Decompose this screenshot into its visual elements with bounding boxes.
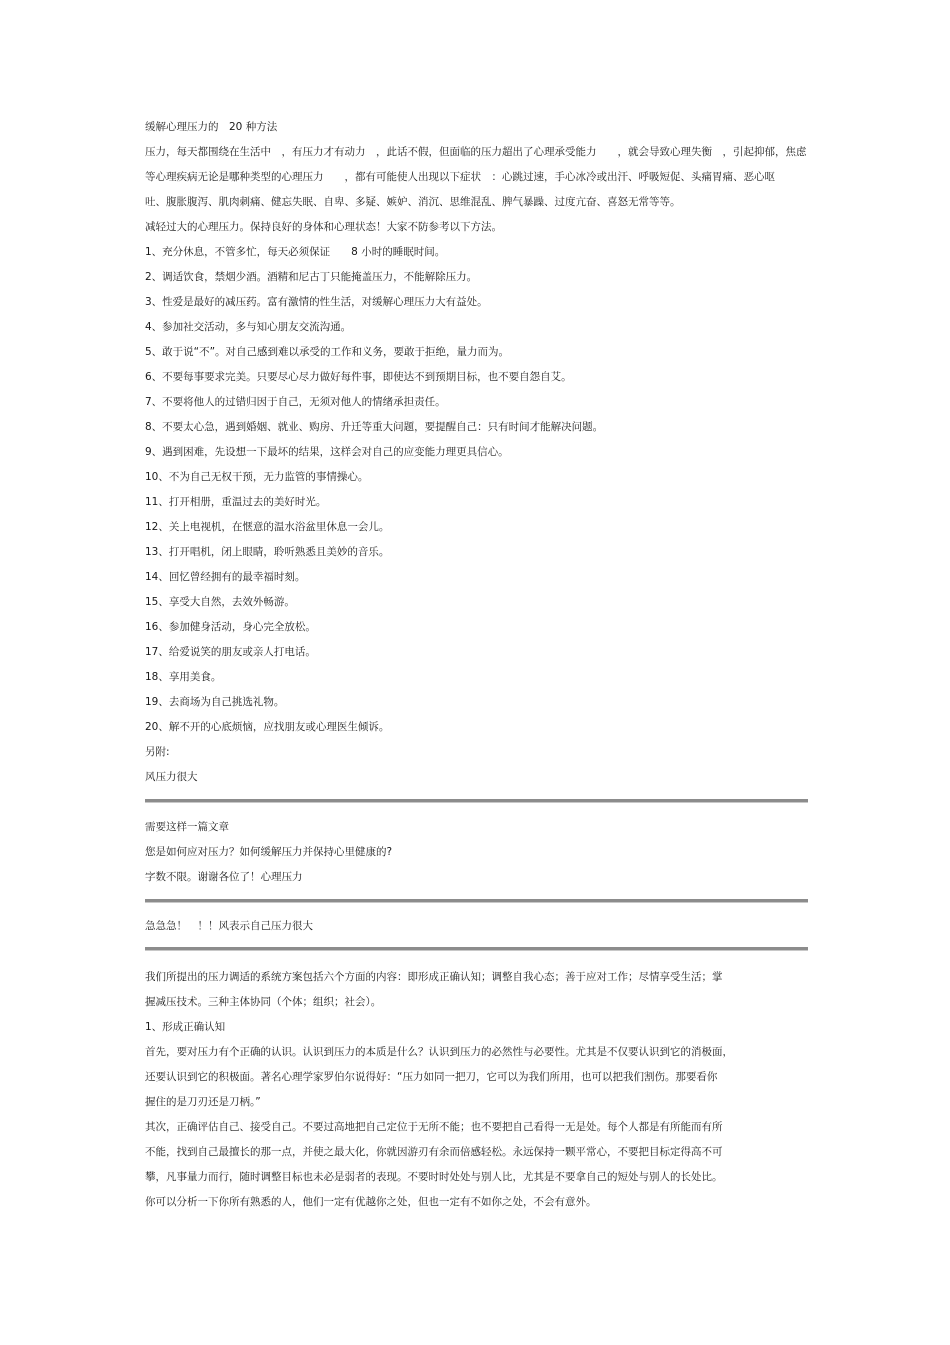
answer-line-9: 攀，凡事量力而行，随时调整目标也未必是弱者的表现。不要时时处处与别人比，尤其是不要拿自己的短处与别人的长处比。 (145, 1171, 723, 1183)
method-item-18: 18、享用美食。 (145, 671, 222, 683)
method-item-8: 8、不要太心急，遇到婚姻、就业、购房、升迁等重大问题，要提醒自己：只有时间才能解决问题。 (145, 421, 604, 433)
method-item-20: 20、解不开的心底烦恼，应找朋友或心理医生倾诉。 (145, 721, 390, 733)
intro-line-2: 等心理疾病无论是哪种类型的心理压力 ，都有可能使人出现以下症状 ：心跳过速，手心冰冷或出汗、呼吸短促、头痛胃痛、恶心呕 (145, 171, 775, 183)
method-item-17: 17、给爱说笑的朋友或亲人打电话。 (145, 646, 316, 658)
appendix-label: 另附: (145, 746, 170, 758)
answer-line-6: 握住的是刀刃还是刀柄。” (145, 1096, 261, 1108)
question-line-3: 字数不限。谢谢各位了！心理压力 (145, 871, 303, 883)
question-line-2: 您是如何应对压力？如何缓解压力并保持心里健康的? (145, 846, 393, 858)
appendix-title: 风压力很大 (145, 771, 198, 783)
method-item-7: 7、不要将他人的过错归因于自己，无须对他人的情绪承担责任。 (145, 396, 446, 408)
method-item-19: 19、去商场为自己挑选礼物。 (145, 696, 285, 708)
method-item-10: 10、不为自己无权干预，无力监管的事情操心。 (145, 471, 369, 483)
answer-line-10: 你可以分析一下你所有熟悉的人，他们一定有优越你之处，但也一定有不如你之处，不会有意外。 (145, 1196, 597, 1208)
answer-line-8: 不能，找到自己最擅长的那一点，并使之最大化，你就因游刃有余而倍感轻松。永远保持一颗平常心，不要把目标定得高不可 (145, 1146, 723, 1158)
method-item-15: 15、享受大自然，去效外畅游。 (145, 596, 295, 608)
answer-line-2: 握减压技术。三种主体协同（个体；组织；社会）。 (145, 996, 382, 1008)
method-item-2: 2、调适饮食，禁烟少酒。酒精和尼古丁只能掩盖压力，不能解除压力。 (145, 271, 478, 283)
method-item-14: 14、回忆曾经拥有的最幸福时刻。 (145, 571, 306, 583)
method-item-9: 9、遇到困难，先设想一下最坏的结果，这样会对自己的应变能力理更具信心。 (145, 446, 509, 458)
intro-line-1: 压力，每天都围绕在生活中 ，有压力才有动力 ，此话不假，但面临的压力超出了心理承受能力 ，就会导致心理失衡 ，引起抑郁，焦虑 (145, 146, 807, 158)
article-title: 缓解心理压力的 20 种方法 (145, 121, 278, 133)
intro-line-4: 减轻过大的心理压力。保持良好的身体和心理状态！大家不防参考以下方法。 (145, 221, 502, 233)
answer-line-7: 其次，正确评估自己、接受自己。不要过高地把自己定位于无所不能；也不要把自己看得一无是处。每个人都是有所能而有所 (145, 1121, 723, 1133)
question-line-1: 需要这样一篇文章 (145, 821, 229, 833)
method-item-11: 11、打开相册，重温过去的美好时光。 (145, 496, 327, 508)
section-divider (145, 899, 808, 903)
method-item-16: 16、参加健身活动，身心完全放松。 (145, 621, 316, 633)
answer-line-1: 我们所提出的压力调适的系统方案包括六个方面的内容：即形成正确认知；调整自我心态；善于应对工作；尽情享受生活；掌 (145, 971, 723, 983)
method-item-12: 12、关上电视机，在惬意的温水浴盆里休息一会儿。 (145, 521, 390, 533)
method-item-5: 5、敢于说“不”。对自己感到难以承受的工作和义务，要敢于拒绝，量力而为。 (145, 346, 510, 358)
intro-line-3: 吐、腹胀腹泻、肌肉刺痛、健忘失眠、自卑、多疑、嫉妒、消沉、思维混乱、脾气暴躁、过度亢奋、喜怒无常等等。 (145, 196, 681, 208)
section-divider (145, 947, 808, 951)
answer-line-5: 还要认识到它的积极面。著名心理学家罗伯尔说得好：“压力如同一把刀，它可以为我们所用，也可以把我们割伤。那要看你 (145, 1071, 718, 1083)
answer-subheading: 1、形成正确认知 (145, 1021, 226, 1033)
answer-line-4: 首先，要对压力有个正确的认识。认识到压力的本质是什么？认识到压力的必然性与必要性。尤其是不仅要认识到它的消极面， (145, 1046, 733, 1058)
method-item-1: 1、充分休息，不管多忙，每天必须保证 8 小时的睡眠时间。 (145, 246, 446, 258)
method-item-6: 6、不要每事要求完美。只要尽心尽力做好每件事，即使达不到预期目标，也不要自怨自艾。 (145, 371, 572, 383)
method-item-13: 13、打开唱机，闭上眼睛，聆听熟悉且美妙的音乐。 (145, 546, 390, 558)
urgent-title: 急急急！ ！！风表示自己压力很大 (145, 920, 313, 932)
method-item-4: 4、参加社交活动，多与知心朋友交流沟通。 (145, 321, 352, 333)
method-item-3: 3、性爱是最好的减压药。富有激情的性生活，对缓解心理压力大有益处。 (145, 296, 488, 308)
section-divider (145, 799, 808, 803)
